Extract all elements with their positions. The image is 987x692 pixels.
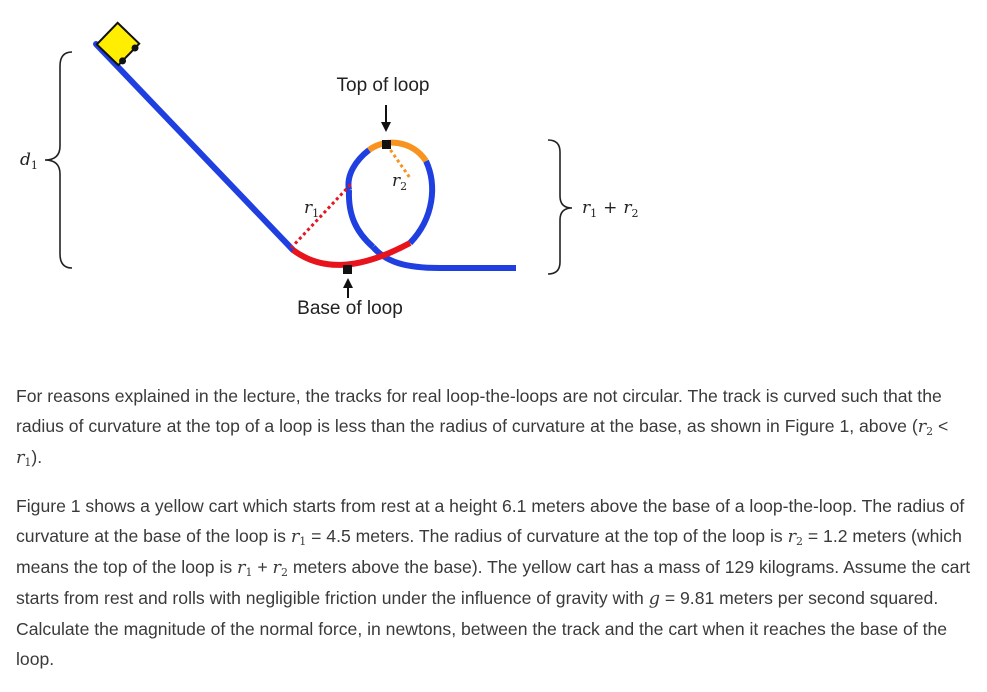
base-marker [343, 265, 352, 274]
radius-r1 [291, 183, 352, 248]
top-arc [369, 143, 426, 161]
r2-var: $r_2$ [787, 527, 803, 548]
paragraph-2: Figure 1 shows a yellow cart which starts from rest at a height 6.1 meters above the base of a loop-the-loop. The radius of curvature at the base of the loop is $r_1 = 4.5$ meters. The radius of curvature at the top of the loop is $r_2 = 1.2$ meters (which means the top of the loop is $r_1 + r_2$ meters above the base). The yellow cart has a mass of 129 kilograms. Assume the cart starts from rest and rolls with negligible friction under the influence of gravity with g = 9.81 meters per second squared. Calculate the magnitude of the normal force, in newtons, between the track and the cart when it reaches the base of the loop. [16, 496, 971, 669]
base-of-loop-label: Base of loop [297, 298, 403, 319]
r1-var: $r_1$ [237, 558, 253, 579]
r1-label: $r_1$ [304, 198, 320, 220]
track-loop-right [410, 161, 432, 243]
track-loop-left [348, 150, 369, 190]
r2-var: $r_2$ [917, 417, 934, 438]
r1-var: $r_1$ [16, 448, 32, 469]
top-marker [382, 140, 391, 149]
g-var: g [648, 589, 660, 609]
track-loop-inner [349, 190, 373, 247]
track-ramp [96, 44, 293, 250]
r2-label: $r_2$ [392, 171, 408, 193]
paragraph-1: For reasons explained in the lecture, the tracks for real loop-the-loops are not circular. The track is curved such that the radius of curvature at the top of a loop is less than the radius of curvature at the base, as shown in Figure 1, above $(r_2 < r_1)$. [16, 386, 949, 469]
top-arrow-head [381, 122, 391, 132]
r1-var: $r_1$ [290, 527, 307, 548]
r2-var: $r_2$ [272, 558, 288, 579]
yellow-cart [97, 23, 142, 68]
r-sum-brace [548, 140, 572, 274]
problem-text [16, 381, 976, 692]
d1-label: $d_1$ [20, 150, 38, 172]
top-of-loop-label: Top of loop [336, 75, 430, 96]
r-sum-label: $r_1 + r_2$ [582, 198, 639, 220]
d1-brace [45, 52, 72, 268]
